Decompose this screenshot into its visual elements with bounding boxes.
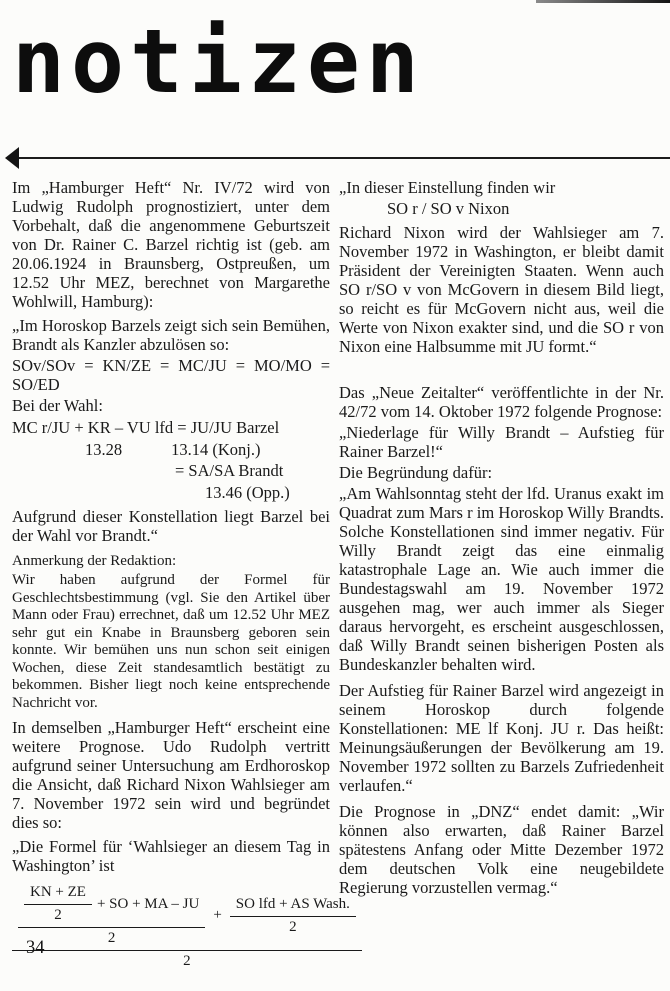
inner-fraction-1: $\frac{KN + ZE}{2}$ + SO + MA – JU 2	[18, 884, 205, 947]
election-line-3: = SA/SA Brandt	[175, 461, 284, 480]
wahlsieger-formula	[12, 884, 350, 970]
outer-fraction: $\frac{KN + ZE}{2}$ + SO + MA – JU 2 + $\frac{\text{SO lfd + AS Wash.}}{2}$ 2	[12, 884, 362, 970]
formula-plus-sign: +	[213, 907, 222, 923]
editorial-note	[12, 552, 330, 712]
election-line-2	[12, 439, 330, 461]
top-right-rule	[536, 0, 670, 3]
election-value-1314: 13.14 (Konj.)	[171, 439, 261, 459]
left-column	[12, 178, 350, 970]
paragraph-wahlsonntag: „Am Wahlsonntag steht der lfd. Uranus exakt im Quadrat zum Mars r im Horoskop Willy Brandts. Solche Konstellationen sind immer negativ. Für Willy Brandt zeigt das eine einmalig katastrophale Lage an. Wie auch immer die Bundestagswahl am 19. November 1972 ausgehen mag, wer auch immer als Sieger daraus hervorgeht, es erscheint ausgeschlossen, daß Willy Brandt seinen bisherigen Posten als Bundeskanzler behalten wird.	[339, 484, 664, 674]
nixon-aspect-line: SO r / SO v Nixon	[387, 199, 510, 218]
page-number: 34	[26, 938, 45, 958]
left-arrow-icon	[5, 147, 19, 169]
election-value-1328: 13.28	[85, 439, 123, 459]
paragraph-weitere-prognose: In demselben „Hamburger Heft“ erscheint eine weitere Prognose. Udo Rudolph vertritt aufgrund seiner Untersuchung am Erdhoroskop die Ansicht, daß Richard Nixon Wahlsieger am 7. November 1972 sein wird und begründet dies so:	[12, 718, 330, 832]
formula-rest-term: + SO + MA – JU	[96, 895, 200, 912]
page-title: notizen	[12, 10, 425, 113]
note-heading: Anmerkung der Redaktion:	[12, 553, 177, 569]
paragraph-nixon-wahlsieger: Richard Nixon wird der Wahlsieger am 7. November 1972 in Washington, er bleibt damit Präsident der Vereinigten Staaten. Wenn auch SO r/SO v von McGovern in diesem Bild liegt, so reicht es für McGovern nicht aus, weil die Werte von Nixon exakter sind, und die SO r von Nixon eine Halbsumme mit JU formt.“	[339, 223, 664, 356]
paragraph-aufstieg-barzel: Der Aufstieg für Rainer Barzel wird angezeigt in seinem Horoskop durch folgende Konstellationen: ME lf Konj. JU r. Das heißt: Meinungsäußerungen der Bevölkerung am 19. November 1972 sollten zu Barzels Zufriedenheit verlaufen.“	[339, 681, 664, 795]
paragraph-konstellation: Aufgrund dieser Konstellation liegt Barzel bei der Wahl vor Brandt.“	[12, 507, 330, 545]
paragraph-neue-zeitalter: Das „Neue Zeitalter“ veröffentlichte in der Nr. 42/72 vom 14. Oktober 1972 folgende Prognose:	[339, 383, 664, 421]
paragraph-einstellung: „In dieser Einstellung finden wir	[339, 178, 556, 197]
inner-fraction-2: $\frac{\text{SO lfd + AS Wash.}}{2}$	[230, 896, 356, 936]
paragraph-niederlage-brandt: „Niederlage für Willy Brandt – Aufstieg für Rainer Barzel!“	[339, 423, 664, 461]
kn-ze-fraction: $\frac{KN + ZE}{2}$	[24, 884, 92, 924]
two-column-body	[12, 178, 664, 970]
election-value-1346: 13.46 (Opp.)	[205, 482, 290, 502]
header-divider	[14, 157, 670, 159]
election-aspect-block	[12, 417, 330, 503]
wahl-label: Bei der Wahl:	[12, 396, 103, 415]
paragraph-begruendung: Die Begründung dafür:	[339, 463, 493, 482]
paragraph-hamburger-heft: Im „Hamburger Heft“ Nr. IV/72 wird von Ludwig Rudolph prognostiziert, unter dem Vorbehalt, daß die angenommene Geburtszeit von Dr. Rainer C. Barzel richtig ist (geb. am 20.06.1924 in Braunsberg, Ostpreußen, um 12.52 Uhr MEZ, berechnet von Margarethe Wohlwill, Hamburg):	[12, 178, 330, 311]
paragraph-horoskop-barzel: „Im Horoskop Barzels zeigt sich sein Bemühen, Brandt als Kanzler abzulösen so:	[12, 316, 330, 354]
paragraph-dnz-prognose: Die Prognose in „DNZ“ endet damit: „Wir können also erwarten, daß Rainer Barzel spätestens Anfang oder Mitte Dezember 1972 dem deutschen Volk eine neugebildete Regierung vorzustellen vermag.“	[339, 802, 664, 897]
note-body: Wir haben aufgrund der Formel für Geschlechtsbestimmung (vgl. Sie den Artikel über Mann oder Frau) errechnet, daß um 12.52 Uhr MEZ sehr gut ein Knabe in Braunsberg geboren sein konnte. Wir bemühen uns nun schon seit einigen Wochen, diese Zeit standesamtlich bestätigt zu bekommen. Bisher liegt noch keine entsprechende Nachricht vor.	[12, 572, 330, 711]
right-column	[339, 178, 664, 970]
paragraph-formel-wahlsieger: „Die Formel für ‘Wahlsieger an diesem Tag in Washington’ ist	[12, 837, 330, 875]
election-line-1: MC r/JU + KR – VU lfd = JU/JU Barzel	[12, 418, 280, 437]
aspect-formula-line: SOv/SOv = KN/ZE = MC/JU = MO/MO = SO/ED	[12, 356, 330, 394]
